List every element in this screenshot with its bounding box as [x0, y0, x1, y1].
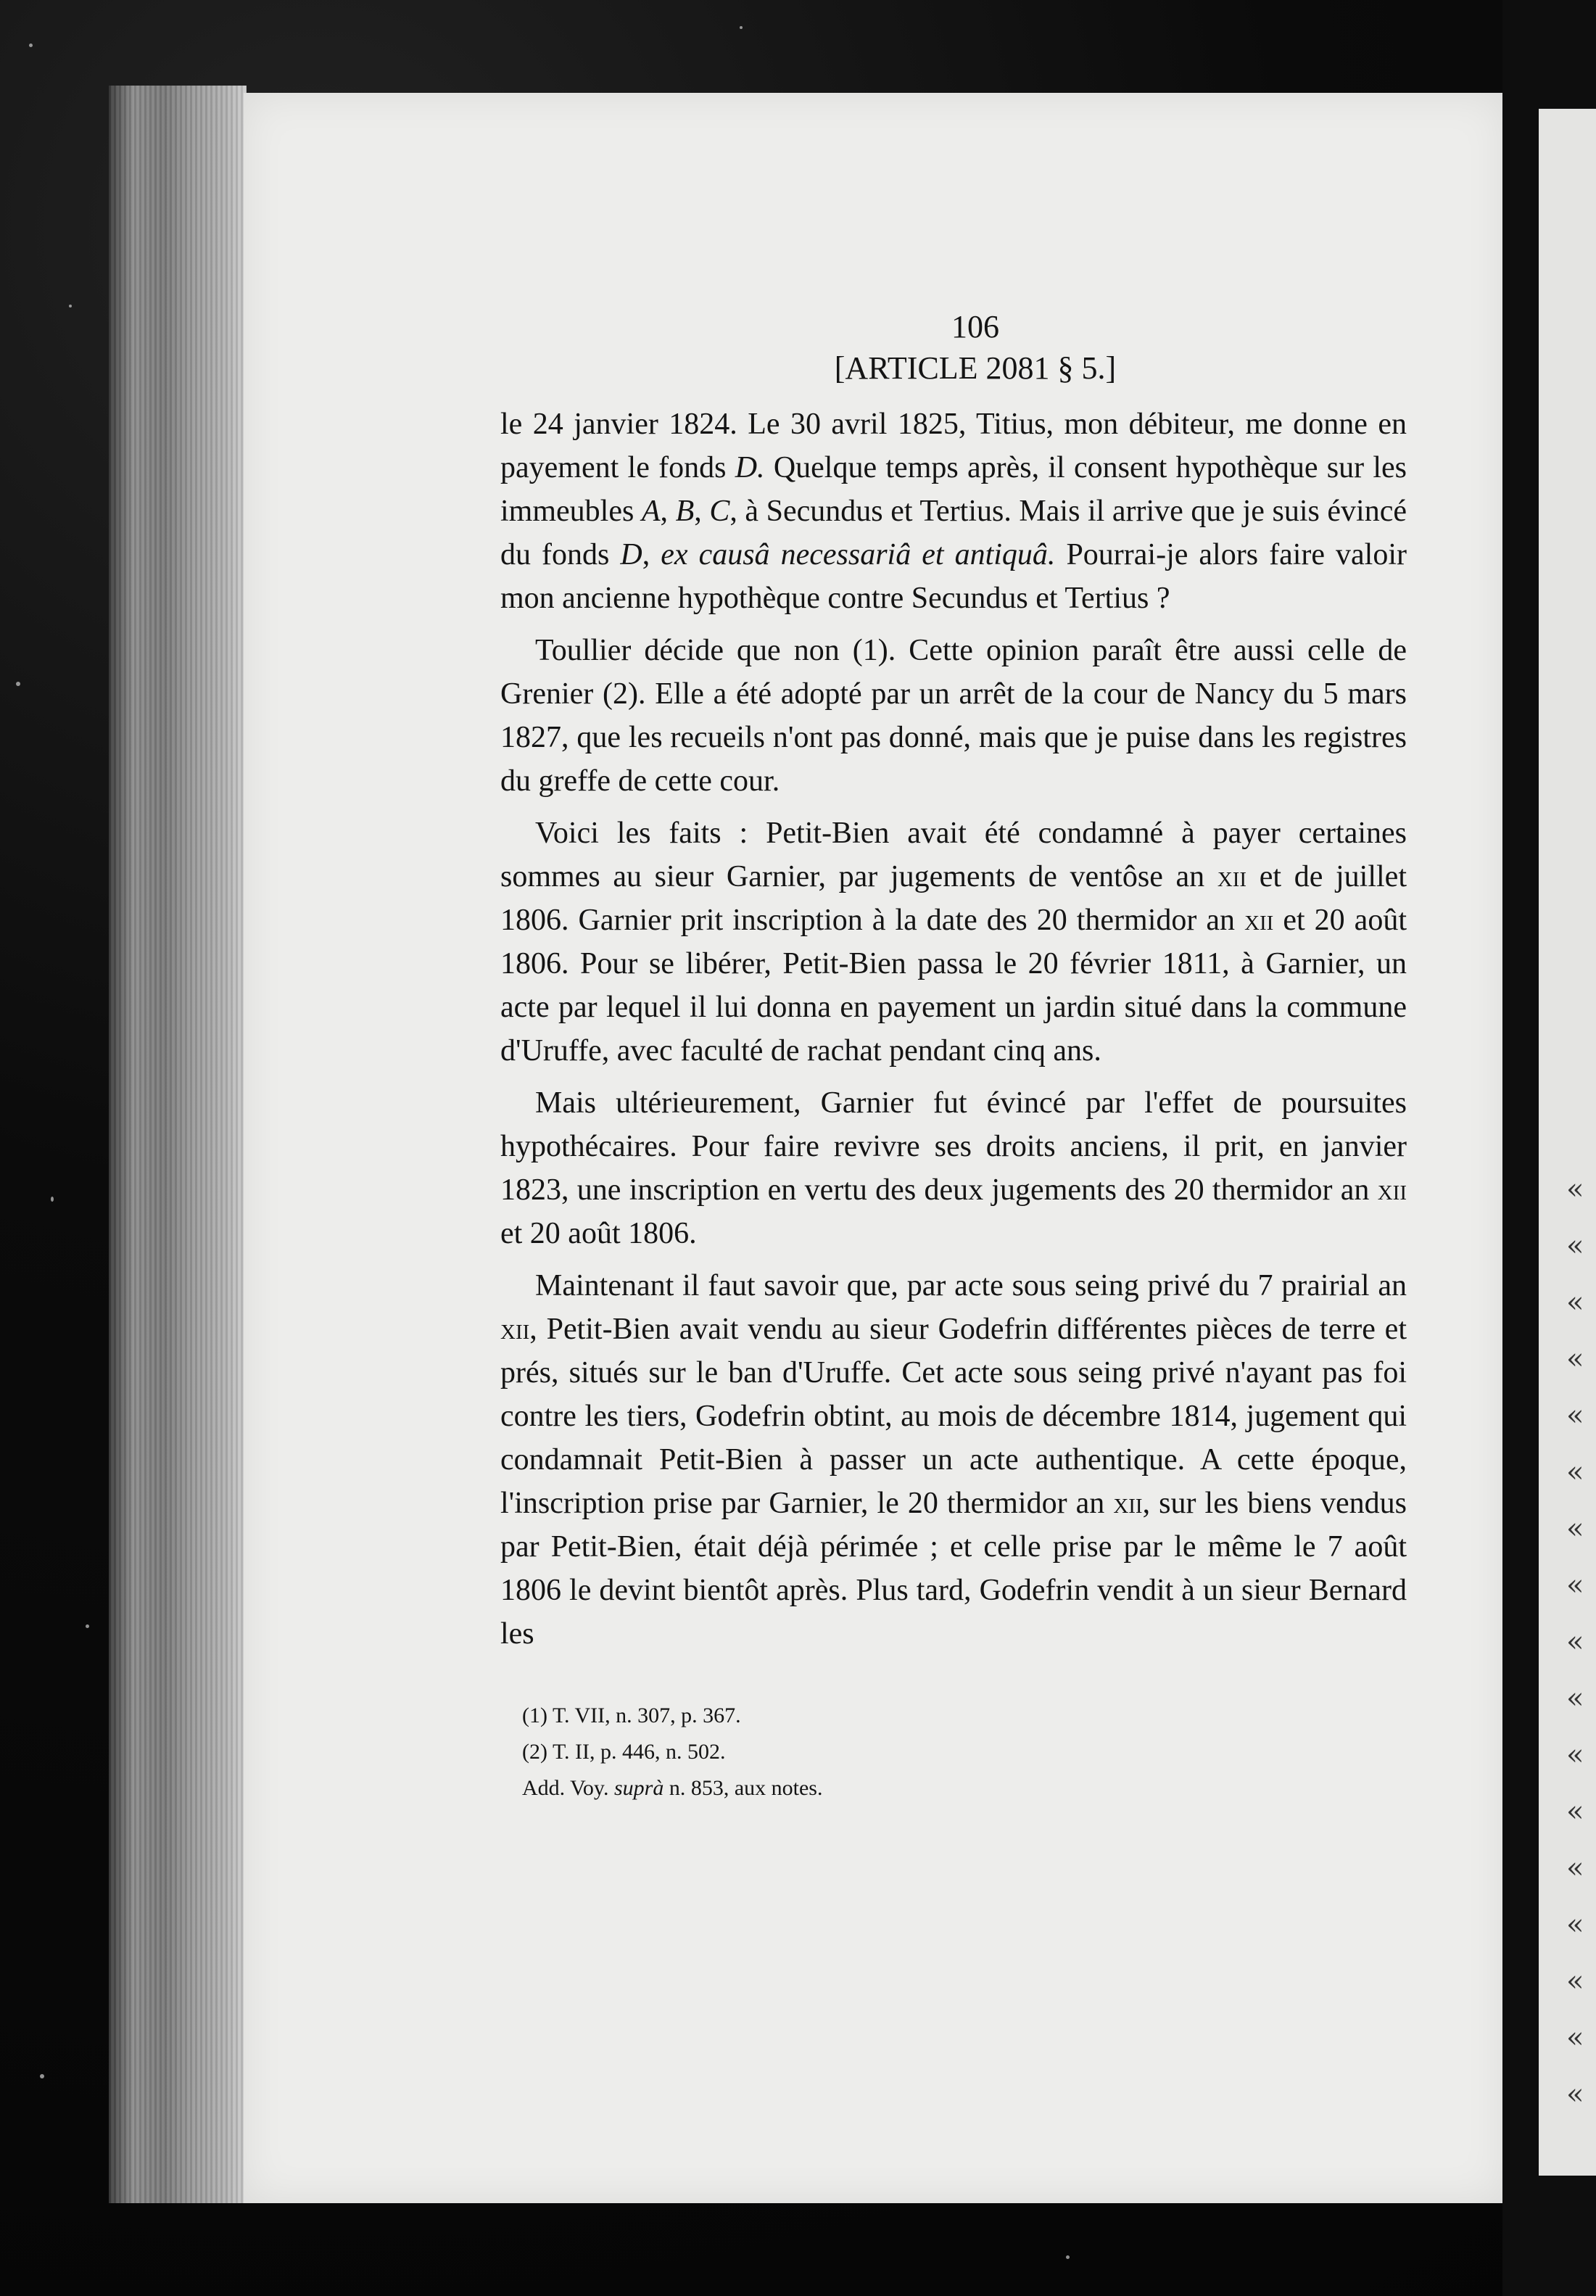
paragraph: [500, 402, 1407, 620]
text-run: (1) T. VII, n. 307, p. 367.: [522, 1704, 741, 1727]
footnote: [522, 1770, 1407, 1806]
page-text-block: [500, 308, 1407, 1806]
facing-page-quote-mark: «: [1566, 1965, 1584, 1998]
text-run: ,: [694, 495, 710, 528]
text-run: xii: [1113, 1487, 1143, 1520]
facing-page-quote-mark: «: [1566, 1286, 1584, 1319]
body-text: [500, 402, 1407, 1656]
text-run: , Petit-Bien avait vendu au sieur Godefrin différentes pièces de terre et prés, situés sur le ban d'Uruffe. Cet acte sous seing privé n'ayant pas foi contre les tiers, Godefrin obtint, au mois de décembre 1814, jugement qui condamnait Petit-Bien à passer un acte authentique. A cette époque, l'inscription prise par Garnier, le 20 thermidor an: [500, 1313, 1407, 1520]
text-run: et 20 août 1806. Pour se libérer, Petit-Bien passa le 20 février 1811, à Garnier, un acte par lequel il lui donna en payement un jardin situé dans la commune d'Uruffe, avec faculté de rachat pendant cinq ans.: [500, 904, 1407, 1068]
facing-page-quote-mark: «: [1566, 1173, 1584, 1206]
facing-page-quote-mark: «: [1566, 1738, 1584, 1772]
text-run: le 24 janvier 1824. Le 30 avril 1825, Titius, mon débiteur, me donne en payement le fonds: [500, 408, 1407, 484]
dust-speck: [740, 26, 743, 29]
facing-page-quote-mark: «: [1566, 2021, 1584, 2055]
italic-text: B: [675, 495, 695, 528]
article-heading: [ARTICLE 2081 § 5.]: [834, 350, 1117, 386]
facing-page-quote-mark: «: [1566, 1795, 1584, 1828]
facing-page-quote-mark: «: [1566, 1342, 1584, 1376]
text-run: et 20 août 1806.: [500, 1217, 697, 1250]
facing-page-quote-mark: «: [1566, 1625, 1584, 1659]
text-run: ,: [642, 538, 661, 571]
text-run: Pourrai-je alors faire valoir mon ancienne hypothèque contre Secundus et Tertius ?: [500, 538, 1407, 615]
text-run: Mais ultérieurement, Garnier fut évincé par l'effet de poursuites hypothécaires. Pour faire revivre ses droits anciens, il prit, en janvier 1823, une inscription en vertu des deux jugements des 20 thermidor an: [500, 1086, 1407, 1207]
dust-speck: [69, 305, 72, 307]
italic-text: ex causâ necessariâ et antiquâ.: [661, 538, 1056, 571]
text-run: xii: [500, 1313, 530, 1346]
facing-page-quote-mark: «: [1566, 1569, 1584, 1602]
paragraph: [500, 812, 1407, 1073]
facing-page-quote-mark: «: [1566, 1229, 1584, 1263]
text-run: Voici les faits : Petit-Bien avait été condamné à payer certaines sommes au sieur Garnier, par jugements de ventôse an: [500, 817, 1407, 893]
text-run: Toullier décide que non (1). Cette opinion paraît être aussi celle de Grenier (2). Elle a été adopté par un arrêt de la cour de Nancy du 5 mars 1827, que les recueils n'ont pas donné, mais que je puise dans les registres du greffe de cette cour.: [500, 634, 1407, 798]
footnote: [522, 1698, 1407, 1734]
footnote: [522, 1734, 1407, 1770]
text-run: (2) T. II, p. 446, n. 502.: [522, 1740, 726, 1764]
page-number: 106: [951, 309, 999, 344]
dust-speck: [29, 44, 33, 47]
facing-page-quote-mark: «: [1566, 2078, 1584, 2111]
text-run: , sur les biens vendus par Petit-Bien, était déjà périmée ; et celle prise par le même le 7 août 1806 le devint bientôt après. Plus tard, Godefrin vendit à un sieur Bernard les: [500, 1487, 1407, 1651]
footnotes: [500, 1698, 1407, 1806]
dust-speck: [86, 1624, 89, 1628]
text-run: n. 853, aux notes.: [663, 1776, 823, 1800]
dust-speck: [16, 682, 20, 686]
text-run: Quelque temps après, il consent hypothèque sur les immeubles: [500, 451, 1407, 528]
italic-text: suprà: [613, 1776, 664, 1800]
italic-text: A: [641, 495, 661, 528]
facing-page-quote-mark: «: [1566, 1455, 1584, 1489]
italic-text: C: [709, 495, 730, 528]
italic-text: D: [620, 538, 642, 571]
text-run: et de juillet 1806. Garnier prit inscription à la date des 20 thermidor an: [500, 860, 1407, 937]
facing-page-quote-mark: «: [1566, 1908, 1584, 1941]
facing-page-quote-mark: «: [1566, 1851, 1584, 1885]
text-run: Add. Voy.: [522, 1776, 614, 1800]
text-run: Maintenant il faut savoir que, par acte sous seing privé du 7 prairial an: [535, 1269, 1407, 1302]
facing-page-quote-mark: «: [1566, 1682, 1584, 1715]
paragraph: [500, 1264, 1407, 1656]
text-run: xii: [1244, 904, 1274, 937]
text-run: , à Secundus et Tertius. Mais il arrive que je suis évincé du fonds: [500, 495, 1407, 571]
paragraph: [500, 629, 1407, 803]
book-page-edges: [109, 86, 247, 2203]
text-run: ,: [660, 495, 676, 528]
dust-speck: [1066, 2255, 1070, 2259]
dust-speck: [51, 1197, 54, 1202]
dust-speck: [40, 2074, 44, 2078]
italic-text: D.: [735, 451, 765, 484]
text-run: xii: [1377, 1173, 1407, 1207]
facing-page-quote-mark: «: [1566, 1399, 1584, 1432]
text-run: xii: [1217, 860, 1247, 893]
facing-page-quote-mark: «: [1566, 1512, 1584, 1545]
paragraph: [500, 1081, 1407, 1255]
